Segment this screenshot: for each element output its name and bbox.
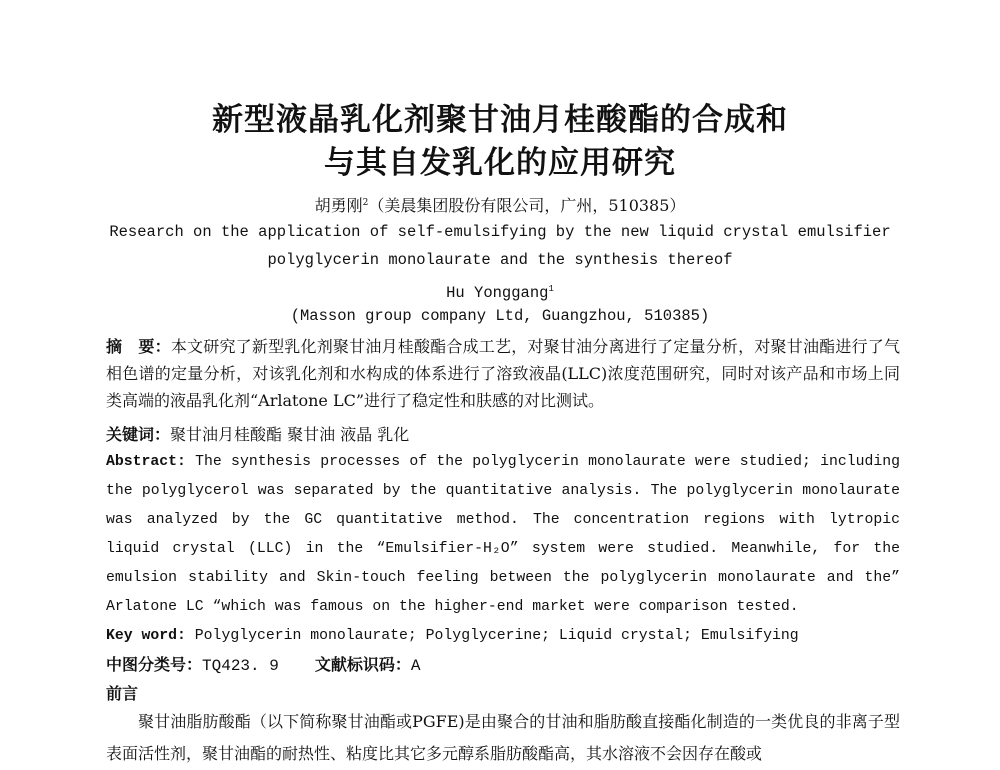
- abstract-en-text: The synthesis processes of the polyglycerin monolaurate were studied; including the polyglycerol was separated by the quantitative analysis. The polyglycerin monolaurate was analyzed by the GC quantitative method. The concentration regions with lytropic liquid crystal (LLC) in the “Emulsifier-H₂O” system were studied. Meanwhile, for the emulsion stability and Skin-touch feeling between the polyglycerin monolaurate and the” Arlatone LC “which was famous on the higher-end market were comparison tested.: [106, 454, 900, 615]
- keywords-en: [106, 622, 900, 651]
- author-en: [0, 278, 1000, 304]
- title-en-line-1: Research on the application of self-emulsifying by the new liquid crystal emulsifier: [109, 223, 891, 241]
- author-en-affiliation: (Masson group company Ltd, Guangzhou, 510385): [290, 307, 710, 325]
- author-cn-affiliation: （美晨集团股份有限公司，广州，510385）: [368, 196, 686, 215]
- abstract-cn-text: 本文研究了新型乳化剂聚甘油月桂酸酯合成工艺，对聚甘油分离进行了定量分析，对聚甘油酯进行了气相色谱的定量分析，对该乳化剂和水构成的体系进行了溶致液晶(LLC)浓度范围研究，同时对该产品和市场上同类高端的液晶乳化剂“Arlatone LC”进行了稳定性和肤感的对比测试。: [106, 337, 900, 410]
- author-cn-sup: 2: [362, 198, 369, 208]
- classification-line: [106, 652, 900, 679]
- abstract-en: [106, 448, 900, 622]
- keywords-en-label: Key word:: [106, 628, 186, 644]
- keywords-cn: [106, 421, 900, 448]
- keywords-cn-text: 聚甘油月桂酸酯 聚甘油 液晶 乳化: [170, 425, 410, 444]
- abstract-cn: [106, 333, 900, 414]
- title-en-line-2: polyglycerin monolaurate and the synthesis thereof: [267, 251, 733, 269]
- classification-label: 中图分类号：: [106, 655, 203, 674]
- keywords-en-text: Polyglycerin monolaurate; Polyglycerine; Liquid crystal; Emulsifying: [185, 628, 799, 644]
- abstract-en-label: Abstract:: [106, 454, 186, 470]
- abstract-cn-label: 摘 要：: [106, 337, 171, 356]
- title-line-2: 与其自发乳化的应用研究: [324, 145, 676, 181]
- title-line-1: 新型液晶乳化剂聚甘油月桂酸酯的合成和: [212, 102, 788, 138]
- doc-code-value: A: [410, 657, 421, 675]
- doc-code-label: 文献标识码：: [314, 655, 411, 674]
- author-en-name: Hu Yonggang: [446, 284, 549, 302]
- keywords-cn-label: 关键词：: [106, 425, 171, 444]
- section-heading: 前言: [106, 684, 139, 703]
- intro-paragraph: 聚甘油脂肪酸酯（以下简称聚甘油酯或PGFE)是由聚合的甘油和脂肪酸直接酯化制造的一类优良的非离子型表面活性剂，聚甘油酯的耐热性、粘度比其它多元醇系脂肪酸酯高，其水溶液不会因存在酸或: [106, 712, 900, 763]
- classification-value: TQ423. 9: [202, 657, 279, 675]
- author-cn: [0, 192, 1000, 217]
- author-en-sup: 1: [548, 284, 554, 294]
- author-cn-name: 胡勇刚: [314, 196, 363, 215]
